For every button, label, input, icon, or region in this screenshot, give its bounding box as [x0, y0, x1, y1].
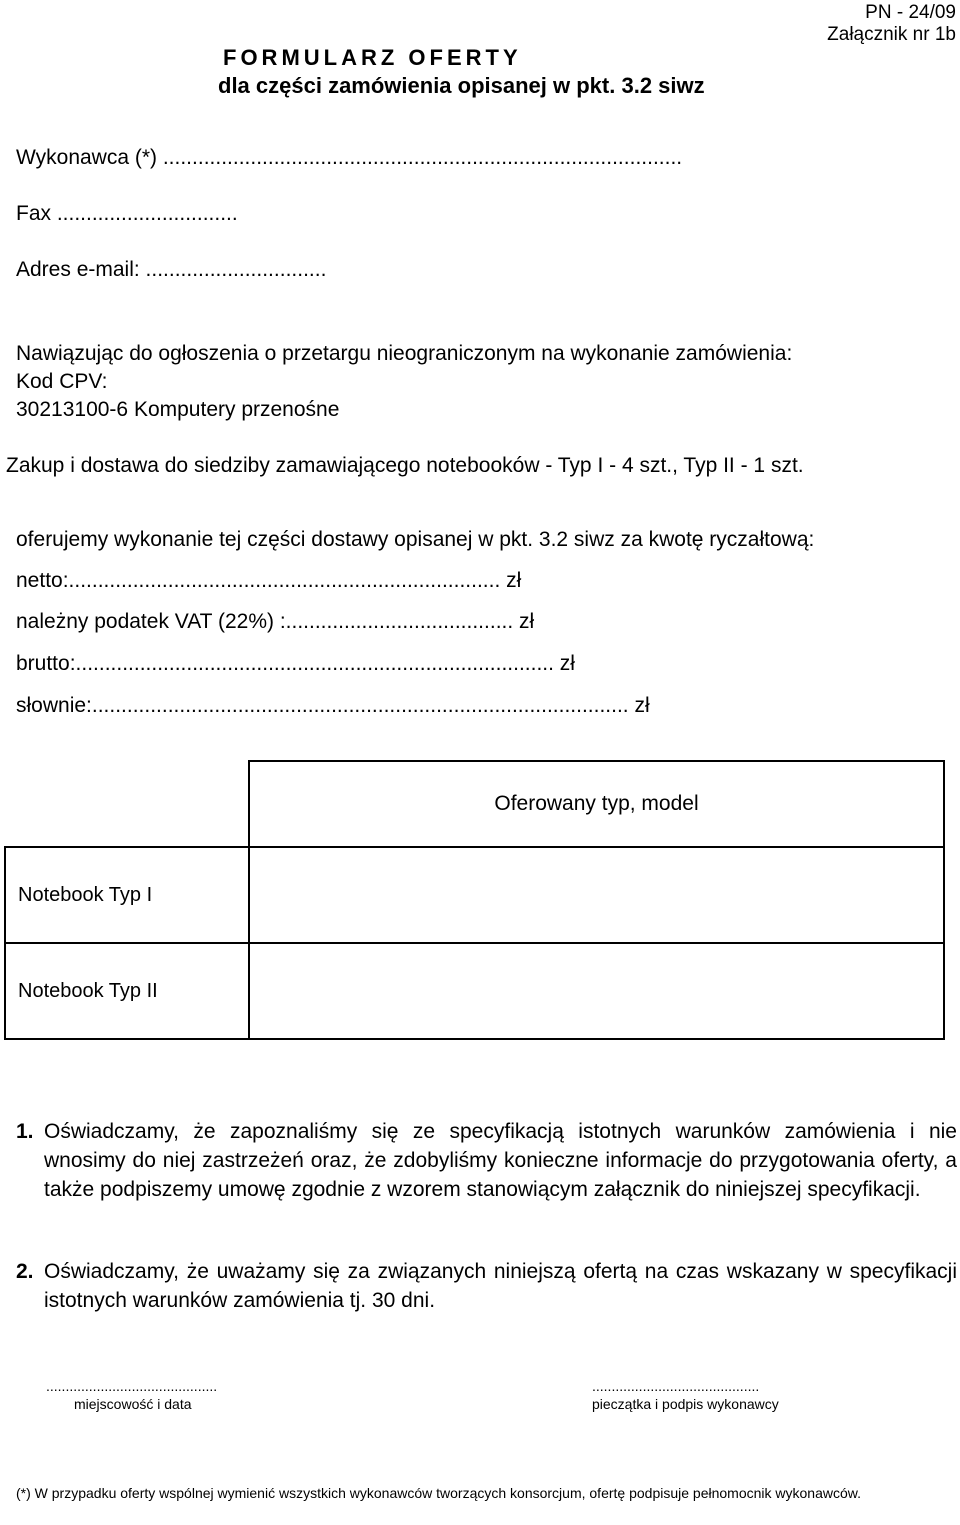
offer-statement: oferujemy wykonanie tej części dostawy opisanej w pkt. 3.2 siwz za kwotę ryczałtową: [16, 528, 815, 551]
declaration-text: Oświadczamy, że zapoznaliśmy się ze specyfikacją istotnych warunków zamówienia i nie wnosimy do niej zastrzeżeń oraz, że zdobyliśmy konieczne informacje do przygotowania oferty, a także podpiszemy umowę zgodnie z wzorem stanowiącym załącznik do niniejszej specyfikacji. [44, 1120, 957, 1201]
table-row [5, 943, 944, 1039]
place-date-dots: ............................................ [46, 1378, 218, 1394]
table-header-row [5, 761, 944, 847]
declaration-text: Oświadczamy, że uważamy się za związanych niniejszą ofertą na czas wskazany w specyfikacji istotnych warunków zamówienia tj. 30 dni. [44, 1260, 957, 1312]
table-row-label: Notebook Typ II [5, 943, 249, 1039]
declaration-1 [16, 1117, 957, 1204]
reference-number: PN - 24/09 [865, 2, 956, 23]
email-field[interactable]: Adres e-mail: ............................... [16, 258, 327, 281]
table-cell-model[interactable] [249, 943, 944, 1039]
form-title-main: FORMULARZ OFERTY [223, 45, 522, 70]
table-row [5, 847, 944, 943]
vat-field[interactable]: należny podatek VAT (22%) :....................................... zł [16, 610, 535, 633]
footnote: (*) W przypadku oferty wspólnej wymienić wszystkich wykonawców tworzących konsorcjum, ofertę podpisuje pełnomocnik wykonawców. [16, 1485, 861, 1501]
cpv-label: Kod CPV: [16, 370, 108, 393]
attachment-number: Załącznik nr 1b [827, 24, 956, 45]
cpv-code: 30213100-6 Komputery przenośne [16, 398, 340, 421]
place-date-signature [46, 1377, 217, 1413]
table-cell-model[interactable] [249, 847, 944, 943]
table-row-label: Notebook Typ I [5, 847, 249, 943]
signature-label: pieczątka i podpis wykonawcy [592, 1396, 779, 1412]
form-title [218, 44, 733, 100]
declaration-number: 1. [16, 1120, 34, 1143]
document-reference [827, 2, 956, 46]
declaration-number: 2. [16, 1260, 34, 1283]
order-subject: Zakup i dostawa do siedziby zamawiającego notebooków - Typ I - 4 szt., Typ II - 1 szt. [6, 454, 804, 477]
signature-dots: ........................................... [592, 1378, 760, 1394]
form-title-sub: dla części zamówienia opisanej w pkt. 3.2 siwz [218, 73, 705, 98]
brutto-field[interactable]: brutto:.................................................................................. zł [16, 652, 575, 675]
intro-text: Nawiązując do ogłoszenia o przetargu nieograniczonym na wykonanie zamówienia: [16, 342, 793, 365]
netto-dots: .......................................................................... zł [68, 569, 522, 592]
contractor-field[interactable]: Wykonawca (*) ......................................................................................... [16, 146, 683, 169]
table-column-header: Oferowany typ, model [249, 761, 944, 847]
offer-table [4, 760, 945, 1040]
table-corner-cell [5, 761, 249, 847]
fax-field[interactable]: Fax ............................... [16, 202, 238, 225]
declaration-2 [16, 1257, 957, 1315]
place-date-label: miejscowość i data [74, 1396, 192, 1412]
netto-label: netto: [16, 569, 69, 592]
slownie-field[interactable]: słownie:............................................................................................ zł [16, 694, 650, 717]
contractor-signature [592, 1377, 779, 1413]
netto-field[interactable] [16, 569, 521, 593]
